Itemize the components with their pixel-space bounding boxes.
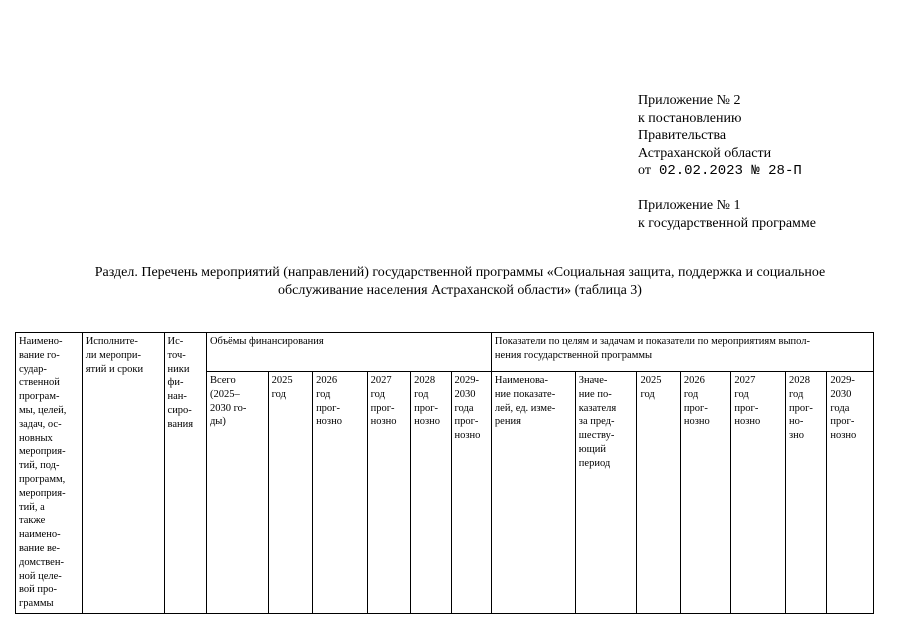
section-title-line-2: обслуживание населения Астраханской области» (таблица 3) bbox=[278, 283, 642, 298]
header-indicator-2025: 2025 год bbox=[637, 372, 680, 614]
header-indicator-previous: Значе- ние по- казателя за пред- шеству- ющий период bbox=[575, 372, 637, 614]
header-indicator-2028: 2028 год прог- но- зно bbox=[785, 372, 826, 614]
header-program-name: Наимено- вание го- судар- ственной програм- мы, целей, задач, ос- новных мероприя- тий, под- программ, мероприя- тий, а также наимено- вание ве- домствен- ной целе- вой про- граммы bbox=[16, 333, 83, 614]
measures-table bbox=[15, 332, 874, 614]
appendix-2-block bbox=[638, 92, 802, 181]
table-header-row-1 bbox=[16, 333, 874, 372]
resolution-date-number: 02.02.2023 № 28-П bbox=[658, 163, 802, 179]
date-prefix: от bbox=[638, 163, 651, 178]
header-indicator-name: Наименова- ние показате- лей, ед. изме- рения bbox=[491, 372, 575, 614]
header-indicators: Показатели по целям и задачам и показатели по мероприятиям выпол- нения государственной программы bbox=[491, 333, 873, 372]
appendix-2-line-4: Астраханской области bbox=[638, 145, 772, 161]
header-executors: Исполните- ли меропри- ятий и сроки bbox=[82, 333, 164, 614]
header-funding-2029-2030: 2029- 2030 года прог- нозно bbox=[451, 372, 491, 614]
header-indicator-2029-2030: 2029- 2030 года прог- нозно bbox=[827, 372, 874, 614]
section-title bbox=[40, 264, 880, 300]
header-funding-2028: 2028 год прог- нозно bbox=[411, 372, 451, 614]
appendix-1-block bbox=[638, 197, 816, 232]
appendix-2-line-3: Правительства bbox=[638, 128, 727, 143]
header-funding-2026: 2026 год прог- нозно bbox=[313, 372, 368, 614]
header-funding-2027: 2027 год прог- нозно bbox=[367, 372, 410, 614]
header-funding-2025: 2025 год bbox=[268, 372, 312, 614]
appendix-2-line-2: к постановлению bbox=[638, 110, 742, 126]
header-funding-sources: Ис- точ- ники фи- нан- сиро- вания bbox=[164, 333, 206, 614]
appendix-2-line-1: Приложение № 2 bbox=[638, 93, 741, 108]
header-indicator-2026: 2026 год прог- нозно bbox=[680, 372, 731, 614]
section-title-line-1: Раздел. Перечень мероприятий (направлений) государственной программы «Социальная защита, поддержка и социальное bbox=[94, 265, 826, 280]
header-funding-total: Всего (2025– 2030 го- ды) bbox=[206, 372, 268, 614]
header-indicator-2027: 2027 год прог- нозно bbox=[731, 372, 786, 614]
appendix-1-line-1: Приложение № 1 bbox=[638, 198, 741, 213]
appendix-1-line-2: к государственной программе bbox=[638, 215, 816, 231]
header-funding-volumes: Объёмы финансирования bbox=[206, 333, 491, 372]
appendix-2-date-line bbox=[638, 162, 802, 181]
